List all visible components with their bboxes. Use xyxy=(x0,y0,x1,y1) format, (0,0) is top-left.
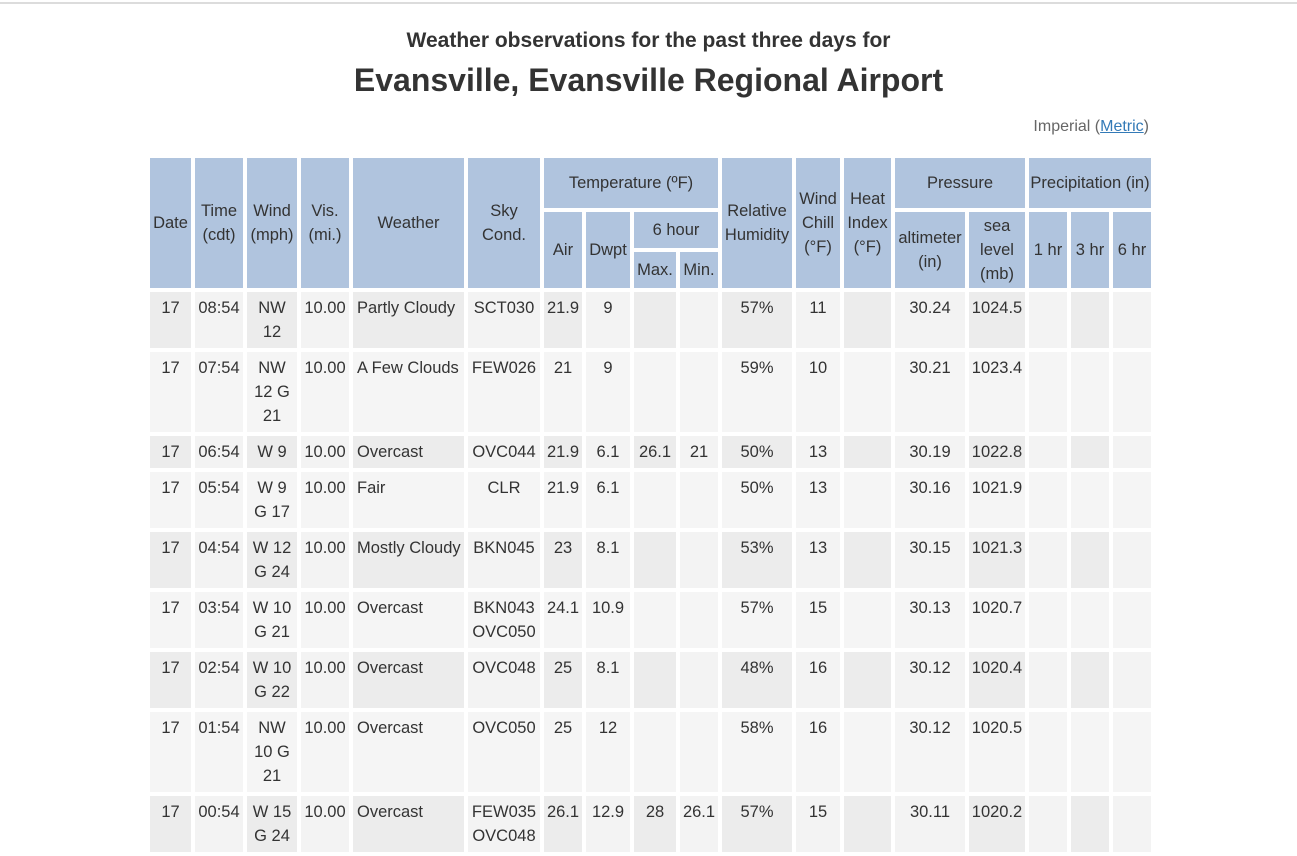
cell-air: 26.1 xyxy=(544,796,582,852)
cell-wind-chill: 13 xyxy=(796,532,840,588)
cell-dewpoint: 6.1 xyxy=(586,436,630,468)
cell-altimeter: 30.15 xyxy=(895,532,965,588)
close-paren: ) xyxy=(1143,118,1149,135)
cell-air: 25 xyxy=(544,712,582,792)
header-temperature: Temperature (ºF) xyxy=(544,158,718,208)
cell-precip-3hr xyxy=(1071,436,1109,468)
cell-weather: Overcast xyxy=(353,712,464,792)
cell-wind: NW 12 G 21 xyxy=(247,352,297,432)
cell-date: 17 xyxy=(150,712,191,792)
cell-weather: Fair xyxy=(353,472,464,528)
cell-wind: W 15 G 24 xyxy=(247,796,297,852)
cell-sky-condition: OVC050 xyxy=(468,712,540,792)
header-precip-1hr: 1 hr xyxy=(1029,212,1067,288)
cell-heat-index xyxy=(844,292,891,348)
cell-wind-chill: 13 xyxy=(796,472,840,528)
header-six-hour-min: Min. xyxy=(680,252,718,288)
cell-precip-6hr xyxy=(1113,352,1151,432)
cell-heat-index xyxy=(844,592,891,648)
cell-precip-6hr xyxy=(1113,712,1151,792)
cell-time: 05:54 xyxy=(195,472,243,528)
cell-precip-1hr xyxy=(1029,796,1067,852)
cell-six-hour-min xyxy=(680,592,718,648)
header-date: Date xyxy=(150,158,191,288)
cell-sky-condition: FEW026 xyxy=(468,352,540,432)
cell-six-hour-max xyxy=(634,352,676,432)
cell-wind: NW 10 G 21 xyxy=(247,712,297,792)
cell-relative-humidity: 59% xyxy=(722,352,792,432)
cell-heat-index xyxy=(844,652,891,708)
cell-precip-3hr xyxy=(1071,796,1109,852)
cell-relative-humidity: 57% xyxy=(722,592,792,648)
cell-sky-condition: OVC048 xyxy=(468,652,540,708)
cell-precip-1hr xyxy=(1029,436,1067,468)
open-paren: ( xyxy=(1094,118,1101,135)
cell-air: 21.9 xyxy=(544,472,582,528)
header-precipitation: Precipitation (in) xyxy=(1029,158,1151,208)
header-time: Time (cdt) xyxy=(195,158,243,288)
cell-weather: Overcast xyxy=(353,652,464,708)
header-six-hour-max: Max. xyxy=(634,252,676,288)
header-sky-condition: Sky Cond. xyxy=(468,158,540,288)
cell-precip-3hr xyxy=(1071,592,1109,648)
cell-visibility: 10.00 xyxy=(301,796,349,852)
cell-visibility: 10.00 xyxy=(301,652,349,708)
cell-six-hour-min xyxy=(680,712,718,792)
cell-air: 21.9 xyxy=(544,292,582,348)
cell-dewpoint: 9 xyxy=(586,292,630,348)
cell-weather: A Few Clouds xyxy=(353,352,464,432)
cell-precip-6hr xyxy=(1113,472,1151,528)
imperial-label: Imperial xyxy=(1033,118,1091,135)
cell-six-hour-min: 26.1 xyxy=(680,796,718,852)
cell-weather: Mostly Cloudy xyxy=(353,532,464,588)
cell-wind: NW 12 xyxy=(247,292,297,348)
top-border xyxy=(0,2,1297,4)
header-air: Air xyxy=(544,212,582,288)
header-wind: Wind (mph) xyxy=(247,158,297,288)
cell-precip-6hr xyxy=(1113,796,1151,852)
cell-air: 21.9 xyxy=(544,436,582,468)
table-row xyxy=(150,796,1151,852)
cell-dewpoint: 6.1 xyxy=(586,472,630,528)
cell-wind-chill: 16 xyxy=(796,652,840,708)
cell-sea-level: 1024.5 xyxy=(969,292,1025,348)
table-row xyxy=(150,352,1151,432)
cell-altimeter: 30.12 xyxy=(895,652,965,708)
cell-precip-6hr xyxy=(1113,592,1151,648)
cell-visibility: 10.00 xyxy=(301,352,349,432)
cell-sky-condition: OVC044 xyxy=(468,436,540,468)
cell-sky-condition: SCT030 xyxy=(468,292,540,348)
cell-visibility: 10.00 xyxy=(301,472,349,528)
cell-six-hour-min xyxy=(680,292,718,348)
cell-dewpoint: 10.9 xyxy=(586,592,630,648)
cell-precip-1hr xyxy=(1029,292,1067,348)
unit-switcher xyxy=(1033,118,1149,136)
cell-six-hour-min: 21 xyxy=(680,436,718,468)
cell-precip-1hr xyxy=(1029,352,1067,432)
cell-heat-index xyxy=(844,532,891,588)
cell-dewpoint: 8.1 xyxy=(586,532,630,588)
cell-sky-condition: CLR xyxy=(468,472,540,528)
cell-relative-humidity: 50% xyxy=(722,436,792,468)
cell-date: 17 xyxy=(150,352,191,432)
header-wind-chill: Wind Chill (°F) xyxy=(796,158,840,288)
header-visibility: Vis. (mi.) xyxy=(301,158,349,288)
cell-altimeter: 30.19 xyxy=(895,436,965,468)
cell-wind-chill: 13 xyxy=(796,436,840,468)
cell-weather: Overcast xyxy=(353,796,464,852)
cell-wind: W 12 G 24 xyxy=(247,532,297,588)
cell-sea-level: 1020.7 xyxy=(969,592,1025,648)
page-title: Evansville, Evansville Regional Airport xyxy=(353,62,944,98)
cell-time: 04:54 xyxy=(195,532,243,588)
cell-wind-chill: 16 xyxy=(796,712,840,792)
cell-six-hour-max xyxy=(634,292,676,348)
cell-weather: Overcast xyxy=(353,592,464,648)
cell-time: 08:54 xyxy=(195,292,243,348)
cell-weather: Partly Cloudy xyxy=(353,292,464,348)
cell-sea-level: 1020.2 xyxy=(969,796,1025,852)
cell-precip-6hr xyxy=(1113,532,1151,588)
cell-visibility: 10.00 xyxy=(301,532,349,588)
cell-heat-index xyxy=(844,712,891,792)
cell-precip-3hr xyxy=(1071,292,1109,348)
cell-six-hour-max xyxy=(634,712,676,792)
cell-precip-3hr xyxy=(1071,352,1109,432)
cell-wind: W 10 G 22 xyxy=(247,652,297,708)
cell-precip-1hr xyxy=(1029,532,1067,588)
observations-body xyxy=(150,292,1151,852)
cell-time: 07:54 xyxy=(195,352,243,432)
cell-date: 17 xyxy=(150,436,191,468)
cell-relative-humidity: 58% xyxy=(722,712,792,792)
cell-sea-level: 1020.4 xyxy=(969,652,1025,708)
table-row xyxy=(150,652,1151,708)
header-sea-level: sea level (mb) xyxy=(969,212,1025,288)
cell-altimeter: 30.12 xyxy=(895,712,965,792)
cell-altimeter: 30.24 xyxy=(895,292,965,348)
header-six-hour: 6 hour xyxy=(634,212,718,248)
cell-visibility: 10.00 xyxy=(301,436,349,468)
table-row xyxy=(150,472,1151,528)
cell-precip-3hr xyxy=(1071,532,1109,588)
cell-sea-level: 1021.9 xyxy=(969,472,1025,528)
cell-wind-chill: 15 xyxy=(796,796,840,852)
header-dewpoint: Dwpt xyxy=(586,212,630,288)
cell-sea-level: 1023.4 xyxy=(969,352,1025,432)
header-heat-index: Heat Index (°F) xyxy=(844,158,891,288)
cell-dewpoint: 12.9 xyxy=(586,796,630,852)
table-row xyxy=(150,532,1151,588)
cell-visibility: 10.00 xyxy=(301,292,349,348)
cell-air: 21 xyxy=(544,352,582,432)
cell-sea-level: 1020.5 xyxy=(969,712,1025,792)
cell-time: 06:54 xyxy=(195,436,243,468)
header-relative-humidity: Relative Humidity xyxy=(722,158,792,288)
header-pressure: Pressure xyxy=(895,158,1025,208)
cell-precip-6hr xyxy=(1113,436,1151,468)
cell-dewpoint: 8.1 xyxy=(586,652,630,708)
page-header xyxy=(0,26,1297,102)
header-precip-3hr: 3 hr xyxy=(1071,212,1109,288)
cell-time: 01:54 xyxy=(195,712,243,792)
cell-six-hour-min xyxy=(680,472,718,528)
cell-wind: W 10 G 21 xyxy=(247,592,297,648)
cell-sky-condition: FEW035 OVC048 xyxy=(468,796,540,852)
cell-precip-6hr xyxy=(1113,652,1151,708)
cell-dewpoint: 9 xyxy=(586,352,630,432)
cell-air: 23 xyxy=(544,532,582,588)
header-weather: Weather xyxy=(353,158,464,288)
cell-wind-chill: 11 xyxy=(796,292,840,348)
cell-heat-index xyxy=(844,436,891,468)
cell-date: 17 xyxy=(150,532,191,588)
cell-six-hour-max xyxy=(634,472,676,528)
cell-wind: W 9 G 17 xyxy=(247,472,297,528)
cell-altimeter: 30.21 xyxy=(895,352,965,432)
cell-date: 17 xyxy=(150,292,191,348)
cell-sea-level: 1022.8 xyxy=(969,436,1025,468)
cell-sea-level: 1021.3 xyxy=(969,532,1025,588)
cell-date: 17 xyxy=(150,796,191,852)
cell-six-hour-min xyxy=(680,532,718,588)
cell-six-hour-max: 28 xyxy=(634,796,676,852)
cell-time: 00:54 xyxy=(195,796,243,852)
cell-altimeter: 30.11 xyxy=(895,796,965,852)
cell-air: 25 xyxy=(544,652,582,708)
cell-precip-3hr xyxy=(1071,652,1109,708)
cell-precip-3hr xyxy=(1071,712,1109,792)
cell-relative-humidity: 50% xyxy=(722,472,792,528)
cell-relative-humidity: 53% xyxy=(722,532,792,588)
cell-precip-1hr xyxy=(1029,592,1067,648)
observations-table xyxy=(146,154,1155,856)
metric-link[interactable]: Metric xyxy=(1100,118,1144,135)
header-precip-6hr: 6 hr xyxy=(1113,212,1151,288)
cell-wind-chill: 10 xyxy=(796,352,840,432)
cell-time: 02:54 xyxy=(195,652,243,708)
cell-six-hour-min xyxy=(680,352,718,432)
cell-visibility: 10.00 xyxy=(301,712,349,792)
cell-precip-3hr xyxy=(1071,472,1109,528)
cell-sky-condition: BKN043 OVC050 xyxy=(468,592,540,648)
cell-visibility: 10.00 xyxy=(301,592,349,648)
table-row xyxy=(150,712,1151,792)
cell-heat-index xyxy=(844,796,891,852)
header-altimeter: altimeter (in) xyxy=(895,212,965,288)
cell-altimeter: 30.13 xyxy=(895,592,965,648)
page-subtitle: Weather observations for the past three days for xyxy=(406,29,891,52)
cell-precip-1hr xyxy=(1029,472,1067,528)
cell-dewpoint: 12 xyxy=(586,712,630,792)
cell-precip-1hr xyxy=(1029,712,1067,792)
cell-heat-index xyxy=(844,472,891,528)
table-row xyxy=(150,292,1151,348)
cell-sky-condition: BKN045 xyxy=(468,532,540,588)
cell-six-hour-max xyxy=(634,652,676,708)
cell-date: 17 xyxy=(150,652,191,708)
cell-precip-6hr xyxy=(1113,292,1151,348)
cell-six-hour-max xyxy=(634,532,676,588)
cell-six-hour-max xyxy=(634,592,676,648)
cell-wind-chill: 15 xyxy=(796,592,840,648)
cell-relative-humidity: 57% xyxy=(722,292,792,348)
cell-weather: Overcast xyxy=(353,436,464,468)
cell-time: 03:54 xyxy=(195,592,243,648)
cell-six-hour-max: 26.1 xyxy=(634,436,676,468)
cell-date: 17 xyxy=(150,592,191,648)
cell-altimeter: 30.16 xyxy=(895,472,965,528)
cell-date: 17 xyxy=(150,472,191,528)
table-row xyxy=(150,592,1151,648)
cell-air: 24.1 xyxy=(544,592,582,648)
table-row xyxy=(150,436,1151,468)
cell-relative-humidity: 57% xyxy=(722,796,792,852)
cell-six-hour-min xyxy=(680,652,718,708)
cell-precip-1hr xyxy=(1029,652,1067,708)
cell-relative-humidity: 48% xyxy=(722,652,792,708)
cell-heat-index xyxy=(844,352,891,432)
cell-wind: W 9 xyxy=(247,436,297,468)
